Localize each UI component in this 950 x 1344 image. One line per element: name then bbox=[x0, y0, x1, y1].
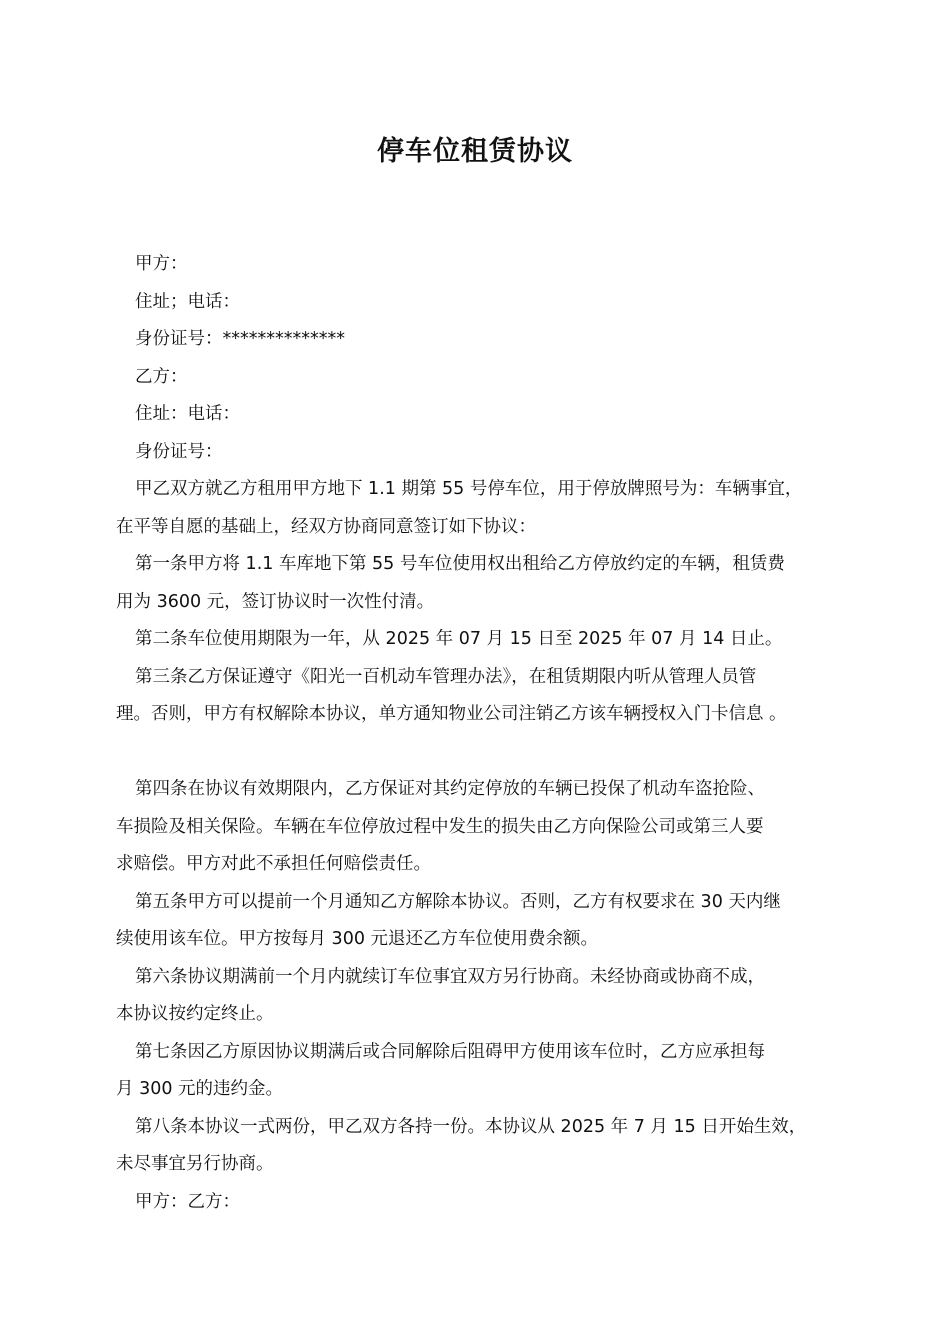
article-2-line-1: 第二条车位使用期限为一年，从 2025 年 07 月 15 日至 2025 年 07 月 14 日止。 bbox=[135, 629, 783, 649]
signature-line: 甲方：乙方： bbox=[135, 1191, 240, 1212]
party-a-label: 甲方： bbox=[135, 254, 188, 274]
document-body bbox=[116, 246, 854, 1221]
article-8-line-2: 未尽事宜另行协商。 bbox=[116, 1154, 274, 1174]
party-b-id-number: 身份证号： bbox=[135, 441, 223, 462]
article-4-line-2: 车损险及相关保险。车辆在车位停放过程中发生的损失由乙方向保险公司或第三人要 bbox=[116, 816, 764, 837]
article-3-line-2: 理。否则，甲方有权解除本协议，单方通知物业公司注销乙方该车辆授权入门卡信息 。 bbox=[116, 704, 787, 724]
article-8-line-1: 第八条本协议一式两份，甲乙双方各持一份。本协议从 2025 年 7 月 15 日开始生效， bbox=[135, 1116, 807, 1137]
party-a-address-phone: 住址；电话： bbox=[135, 291, 240, 312]
paragraph-spacer bbox=[116, 734, 854, 772]
article-6-line-2: 本协议按约定终止。 bbox=[116, 1004, 274, 1024]
article-7-line-2: 月 300 元的违约金。 bbox=[116, 1079, 284, 1099]
party-b-label: 乙方： bbox=[135, 366, 188, 387]
article-1-line-1: 第一条甲方将 1.1 车库地下第 55 号车位使用权出租给乙方停放约定的车辆，租赁费 bbox=[135, 554, 785, 574]
party-a-id-number: 身份证号：************** bbox=[135, 329, 345, 349]
article-4-line-3: 求赔偿。甲方对此不承担任何赔偿责任。 bbox=[116, 854, 431, 874]
article-6-line-1: 第六条协议期满前一个月内就续订车位事宜双方另行协商。未经协商或协商不成， bbox=[135, 966, 765, 987]
article-3-line-1: 第三条乙方保证遵守《阳光一百机动车管理办法》，在租赁期限内听从管理人员管 bbox=[135, 666, 757, 687]
document-title: 停车位租赁协议 bbox=[377, 136, 573, 167]
article-1-line-2: 用为 3600 元，签订协议时一次性付清。 bbox=[116, 591, 435, 612]
article-4-line-1: 第四条在协议有效期限内，乙方保证对其约定停放的车辆已投保了机动车盗抢险、 bbox=[135, 779, 765, 799]
article-5-line-2: 续使用该车位。甲方按每月 300 元退还乙方车位使用费余额。 bbox=[116, 929, 599, 949]
preamble-line-2: 在平等自愿的基础上，经双方协商同意签订如下协议： bbox=[116, 516, 536, 537]
article-5-line-1: 第五条甲方可以提前一个月通知乙方解除本协议。否则，乙方有权要求在 30 天内继 bbox=[135, 891, 781, 912]
article-7-line-1: 第七条因乙方原因协议期满后或合同解除后阻碍甲方使用该车位时，乙方应承担每 bbox=[135, 1041, 765, 1062]
party-b-address-phone: 住址：电话： bbox=[135, 404, 240, 424]
preamble-line-1: 甲乙双方就乙方租用甲方地下 1.1 期第 55 号停车位，用于停放牌照号为：车辆事宜， bbox=[135, 479, 803, 499]
